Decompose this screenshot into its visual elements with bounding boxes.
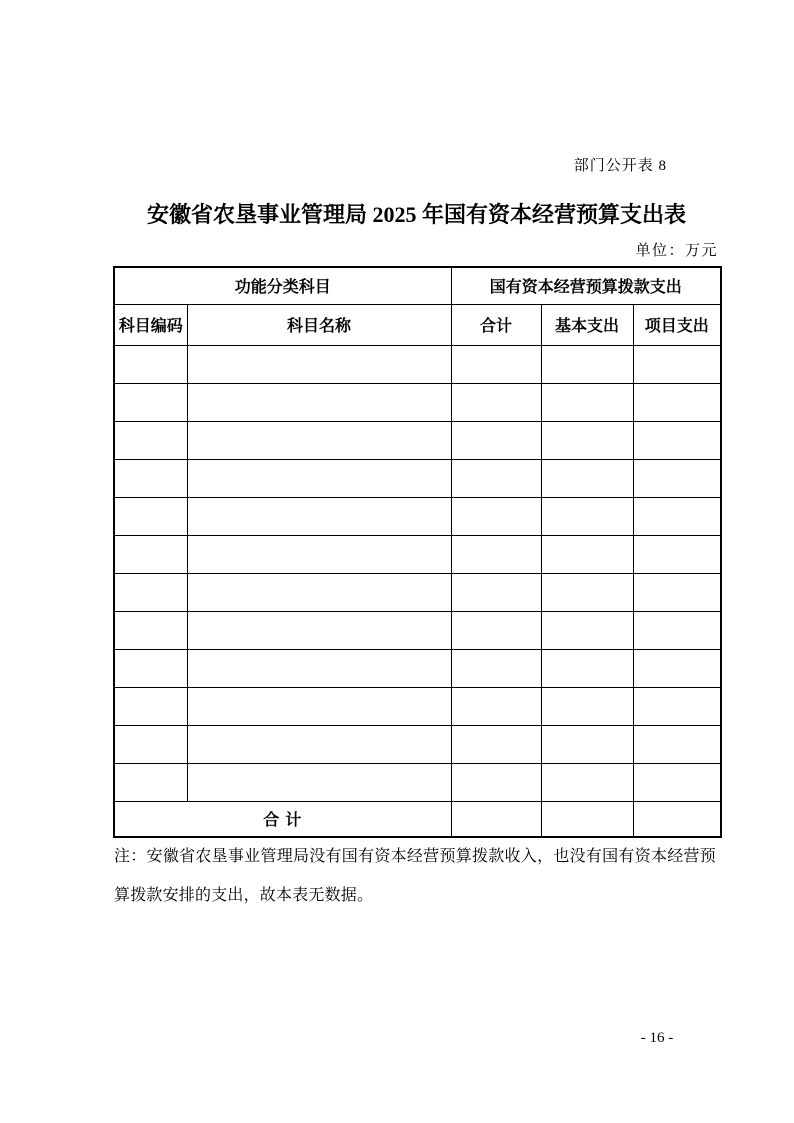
table-cell <box>541 725 633 763</box>
table-row <box>114 725 721 763</box>
col-header-total: 合计 <box>451 304 541 345</box>
table-cell <box>114 725 187 763</box>
table-cell <box>187 573 451 611</box>
table-cell <box>187 459 451 497</box>
table-cell <box>541 383 633 421</box>
table-cell <box>541 649 633 687</box>
table-cell <box>451 763 541 801</box>
table-cell <box>633 535 721 573</box>
table-row <box>114 535 721 573</box>
table-cell <box>633 611 721 649</box>
col-header-subject-code: 科目编码 <box>114 304 187 345</box>
table-cell <box>633 459 721 497</box>
col-header-subject-name: 科目名称 <box>187 304 451 345</box>
table-cell <box>451 383 541 421</box>
table-cell <box>541 687 633 725</box>
table-cell <box>187 383 451 421</box>
table-cell <box>114 345 187 383</box>
table-cell <box>187 535 451 573</box>
total-row <box>114 801 721 837</box>
table-cell <box>114 383 187 421</box>
table-row <box>114 421 721 459</box>
table-cell <box>451 573 541 611</box>
table-cell <box>114 687 187 725</box>
table-row <box>114 459 721 497</box>
table-row <box>114 611 721 649</box>
column-header-row <box>114 304 721 345</box>
table-cell <box>187 763 451 801</box>
table-cell <box>114 535 187 573</box>
table-cell <box>451 459 541 497</box>
total-cell-project <box>633 801 721 837</box>
table-cell <box>451 345 541 383</box>
table-cell <box>187 649 451 687</box>
table-cell <box>541 573 633 611</box>
page-number: - 16 - <box>640 1030 674 1046</box>
table-cell <box>187 687 451 725</box>
table-cell <box>541 535 633 573</box>
table-cell <box>633 383 721 421</box>
budget-table <box>113 266 722 838</box>
table-cell <box>114 497 187 535</box>
table-cell <box>451 497 541 535</box>
table-cell <box>451 421 541 459</box>
table-cell <box>541 497 633 535</box>
table-cell <box>187 611 451 649</box>
table-cell <box>541 345 633 383</box>
table-cell <box>633 497 721 535</box>
table-cell <box>451 535 541 573</box>
table-row <box>114 649 721 687</box>
table-cell <box>633 725 721 763</box>
table-cell <box>187 421 451 459</box>
total-cell-total <box>451 801 541 837</box>
group-header-row <box>114 267 721 304</box>
table-row <box>114 573 721 611</box>
col-header-basic-expenditure: 基本支出 <box>541 304 633 345</box>
note-text: 注：安徽省农垦事业管理局没有国有资本经营预算拨款收入，也没有国有资本经营预算拨款安排的支出，故本表无数据。 <box>114 848 716 904</box>
table-cell <box>451 725 541 763</box>
table-cell <box>114 421 187 459</box>
table-cell <box>187 345 451 383</box>
page-title: 安徽省农垦事业管理局 2025 年国有资本经营预算支出表 <box>146 202 686 227</box>
table-cell <box>541 459 633 497</box>
table-cell <box>187 725 451 763</box>
table-cell <box>114 611 187 649</box>
table-cell <box>541 763 633 801</box>
table-cell <box>114 649 187 687</box>
table-cell <box>114 459 187 497</box>
doc-label: 部门公开表 8 <box>573 158 667 174</box>
total-cell-basic <box>541 801 633 837</box>
table-cell <box>633 345 721 383</box>
total-row-label: 合 计 <box>114 801 451 837</box>
table-cell <box>633 649 721 687</box>
table-cell <box>633 573 721 611</box>
table-cell <box>541 611 633 649</box>
unit-label: 单位：万元 <box>635 243 718 259</box>
table-cell <box>451 687 541 725</box>
table-cell <box>451 611 541 649</box>
table-row <box>114 383 721 421</box>
table-cell <box>114 573 187 611</box>
table-cell <box>633 687 721 725</box>
table-row <box>114 345 721 383</box>
table-cell <box>451 649 541 687</box>
table-cell <box>114 763 187 801</box>
table-cell <box>633 763 721 801</box>
table-cell <box>187 497 451 535</box>
table-row <box>114 687 721 725</box>
table-row <box>114 497 721 535</box>
group-header-state-capital-expenditure: 国有资本经营预算拨款支出 <box>451 267 721 304</box>
table-row <box>114 763 721 801</box>
col-header-project-expenditure: 项目支出 <box>633 304 721 345</box>
table-cell <box>541 421 633 459</box>
group-header-functional-classification: 功能分类科目 <box>114 267 451 304</box>
table-cell <box>633 421 721 459</box>
